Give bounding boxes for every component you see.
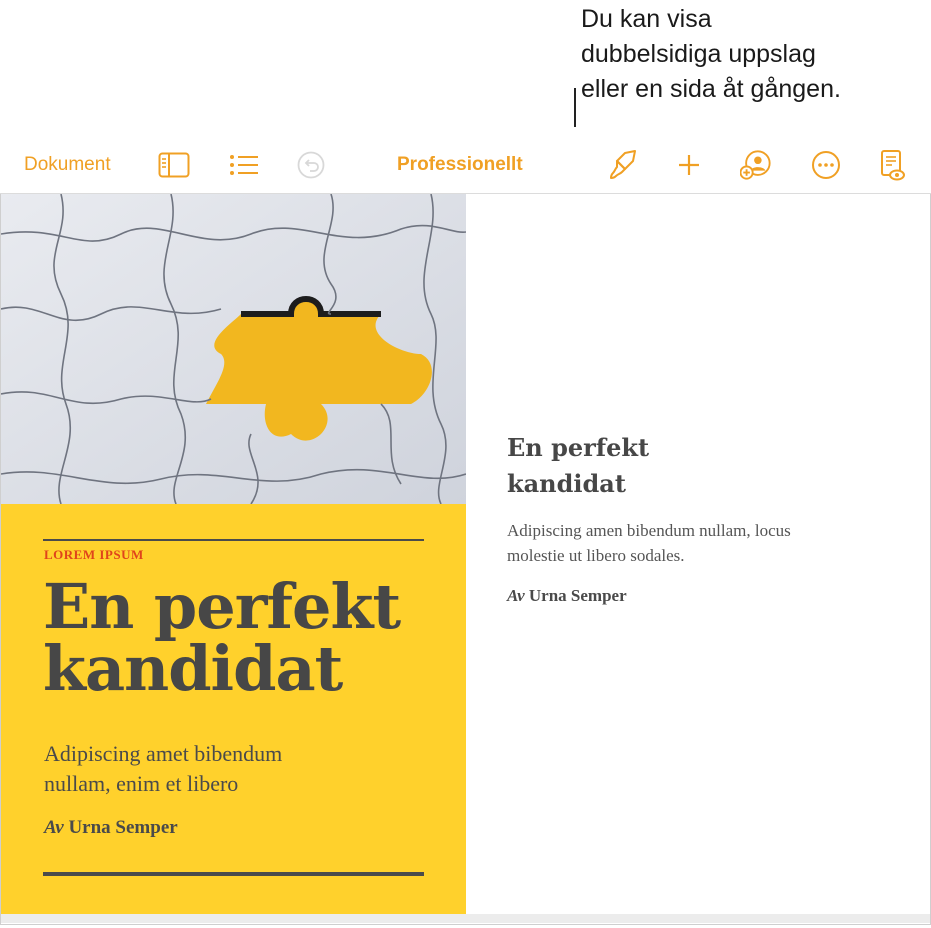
right-title[interactable] (507, 430, 807, 502)
left-page[interactable] (1, 194, 466, 914)
reading-view-icon[interactable] (876, 149, 908, 181)
cover-subtitle[interactable] (44, 739, 444, 799)
paintbrush-icon[interactable] (608, 149, 640, 181)
toolbar (0, 127, 931, 194)
bottom-rule (43, 872, 424, 876)
undo-icon[interactable] (295, 149, 327, 181)
right-title-line-2: kandidat (507, 469, 626, 498)
right-body-line-2: molestie ut libero sodales. (507, 546, 685, 565)
right-body-text[interactable] (507, 518, 887, 568)
top-rule (43, 539, 424, 541)
kicker-text[interactable]: LOREM IPSUM (44, 547, 144, 562)
puzzle-image (1, 194, 466, 504)
right-body-line-1: Adipiscing amen bibendum nullam, locus (507, 521, 791, 540)
author-name: Urna Semper (68, 817, 178, 838)
more-icon[interactable] (810, 149, 842, 181)
cover-subtitle-line-1: Adipiscing amet bibendum (44, 741, 283, 766)
callout-line-3: eller en sida åt gången. (581, 75, 841, 103)
cover-title-line-1: En perfekt (43, 570, 401, 643)
right-author-name: Urna Semper (528, 586, 627, 605)
collaborate-icon[interactable] (740, 149, 772, 181)
callout-line-1: Du kan visa (581, 5, 712, 33)
author-prefix: Av (44, 817, 64, 838)
right-author[interactable] (507, 586, 627, 606)
documents-button[interactable]: Dokument (24, 154, 111, 175)
document-title[interactable]: Professionellt (397, 154, 523, 175)
right-title-line-1: En perfekt (507, 433, 650, 462)
callout-line-2: dubbelsidiga uppslag (581, 40, 816, 68)
bottom-scroll-area (1, 914, 930, 923)
list-icon[interactable] (228, 149, 260, 181)
cover-author[interactable] (44, 817, 178, 839)
plus-icon[interactable] (673, 149, 705, 181)
right-page[interactable] (466, 194, 929, 914)
cover-subtitle-line-2: nullam, enim et libero (44, 771, 239, 796)
right-author-prefix: Av (507, 586, 525, 605)
cover-title[interactable] (43, 570, 463, 705)
callout-text (581, 2, 921, 107)
sidebar-icon[interactable] (158, 149, 190, 181)
cover-title-line-2: kandidat (43, 632, 343, 705)
